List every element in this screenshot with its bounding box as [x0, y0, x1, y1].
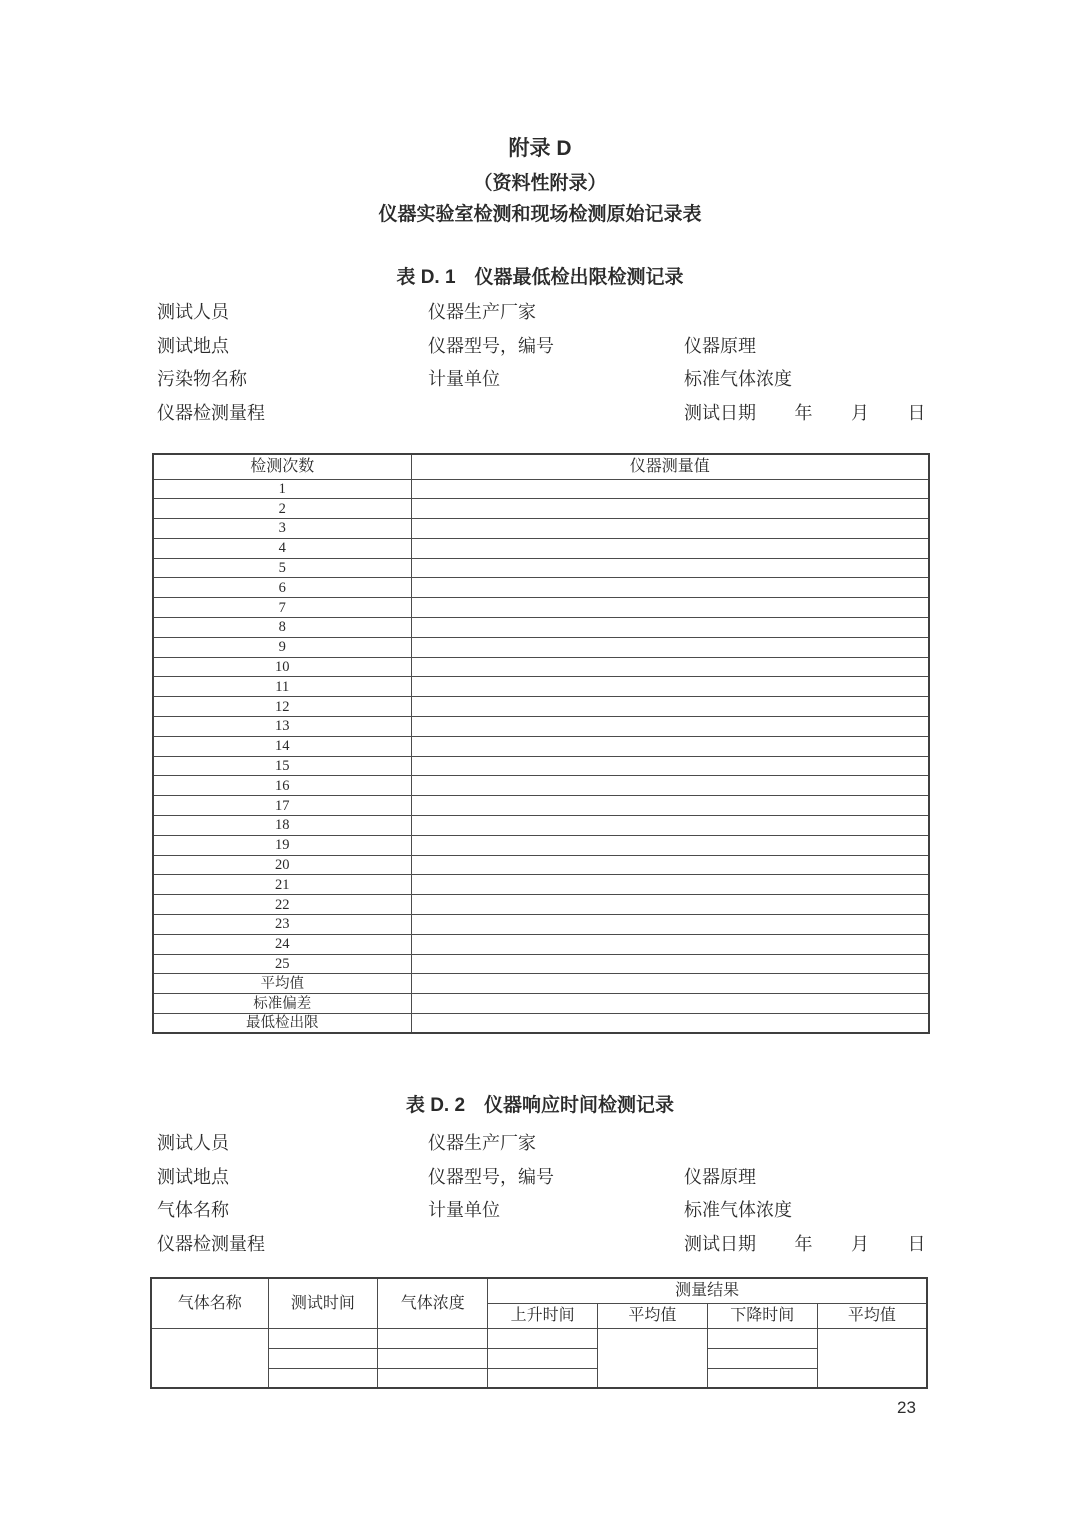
d1-row-label: 最低检出限 — [153, 1014, 411, 1034]
d1-table-row — [153, 499, 929, 519]
d1-row-label: 4 — [153, 538, 411, 558]
d1-row-value-cell — [411, 954, 929, 974]
d1-row-label: 18 — [153, 816, 411, 836]
d1-row-label: 12 — [153, 697, 411, 717]
d2-header-row-1 — [151, 1278, 927, 1303]
d1-row-value-cell — [411, 934, 929, 954]
appendix-title: 附录 D — [508, 137, 572, 160]
d1-row-label: 19 — [153, 835, 411, 855]
d1-row-label: 13 — [153, 717, 411, 737]
d1-table-row — [153, 538, 929, 558]
d2-col-header-gas-conc: 气体浓度 — [378, 1278, 488, 1328]
d1-table-row — [153, 816, 929, 836]
field-label-test-date: 测试日期 — [684, 402, 756, 423]
d1-header-row — [153, 454, 929, 479]
date-year-label: 年 — [794, 402, 813, 423]
d1-row-label: 9 — [153, 637, 411, 657]
d2-col-header-gas-name: 气体名称 — [151, 1278, 268, 1328]
d1-row-value-cell — [411, 974, 929, 994]
d1-table-row — [153, 974, 929, 994]
table-d2-caption: 表 D. 2 仪器响应时间检测记录 — [405, 1095, 675, 1116]
date-month-label: 月 — [851, 1233, 869, 1254]
d1-form-row-4 — [157, 401, 937, 435]
d1-table-row — [153, 895, 929, 915]
d1-table-row — [153, 657, 929, 677]
d1-table-row — [153, 1014, 929, 1034]
d1-row-label: 7 — [153, 598, 411, 618]
field-label-tester: 测试人员 — [157, 302, 229, 322]
d2-col-header-fall-time: 下降时间 — [707, 1303, 817, 1328]
d2-test-date — [684, 1232, 926, 1256]
d1-col-header-count: 检测次数 — [153, 454, 411, 479]
d1-row-value-cell — [411, 776, 929, 796]
d1-row-value-cell — [411, 578, 929, 598]
d1-table-row — [153, 618, 929, 638]
d1-row-value-cell — [411, 875, 929, 895]
d1-test-date — [684, 401, 926, 425]
d1-row-label: 17 — [153, 796, 411, 816]
d1-row-label: 3 — [153, 519, 411, 539]
d2-table-head — [151, 1278, 927, 1328]
field-label-range: 仪器检测量程 — [157, 402, 265, 423]
d1-table-row — [153, 954, 929, 974]
d2-body-row-1 — [151, 1328, 927, 1348]
date-day-label: 日 — [907, 402, 926, 423]
d1-row-value-cell — [411, 816, 929, 836]
field-label-test-date: 测试日期 — [684, 1233, 756, 1254]
d1-row-value-cell — [411, 915, 929, 935]
field-label-manufacturer: 仪器生产厂家 — [428, 302, 536, 322]
d1-table-row — [153, 915, 929, 935]
d1-table-row — [153, 479, 929, 499]
d1-row-value-cell — [411, 657, 929, 677]
d2-fall-time-cell — [707, 1368, 817, 1388]
field-label-pollutant: 污染物名称 — [157, 369, 247, 389]
field-label-std-gas: 标准气体浓度 — [684, 1200, 792, 1220]
d1-row-value-cell — [411, 558, 929, 578]
d2-col-header-test-time: 测试时间 — [268, 1278, 378, 1328]
d2-fall-time-cell — [707, 1328, 817, 1348]
d1-row-value-cell — [411, 855, 929, 875]
d1-row-label: 22 — [153, 895, 411, 915]
field-label-model: 仪器型号，编号 — [428, 335, 554, 356]
d1-row-value-cell — [411, 994, 929, 1014]
d2-col-header-result-group: 测量结果 — [488, 1278, 927, 1303]
date-day-label: 日 — [907, 1233, 926, 1254]
d1-table-row — [153, 677, 929, 697]
d2-col-header-avg-1: 平均值 — [597, 1303, 707, 1328]
d1-row-label: 6 — [153, 578, 411, 598]
d1-row-label: 2 — [153, 499, 411, 519]
d2-col-header-avg-2: 平均值 — [817, 1303, 927, 1328]
field-label-range: 仪器检测量程 — [157, 1233, 265, 1254]
d1-table-row — [153, 835, 929, 855]
date-month-label: 月 — [851, 402, 869, 423]
d1-table-row — [153, 934, 929, 954]
d2-gas-conc-cell — [378, 1348, 488, 1368]
d1-row-label: 11 — [153, 677, 411, 697]
field-label-std-gas: 标准气体浓度 — [684, 369, 792, 389]
d1-row-label: 平均值 — [153, 974, 411, 994]
d2-form-row-2 — [157, 1165, 937, 1199]
d2-col-header-rise-time: 上升时间 — [488, 1303, 598, 1328]
field-label-manufacturer: 仪器生产厂家 — [428, 1133, 536, 1153]
field-label-unit: 计量单位 — [428, 369, 500, 389]
d1-table-row — [153, 717, 929, 737]
d1-row-value-cell — [411, 538, 929, 558]
d1-row-value-cell — [411, 618, 929, 638]
d2-gas-name-cell — [151, 1328, 268, 1388]
field-label-gas-name: 气体名称 — [157, 1200, 229, 1220]
d1-row-label: 1 — [153, 479, 411, 499]
d1-row-value-cell — [411, 598, 929, 618]
field-label-principle: 仪器原理 — [684, 1166, 756, 1187]
d2-rise-time-cell — [488, 1348, 598, 1368]
d1-table-row — [153, 519, 929, 539]
appendix-subtitle: （资料性附录） — [473, 173, 607, 194]
d1-table-row — [153, 756, 929, 776]
d1-row-label: 标准偏差 — [153, 994, 411, 1014]
table-d1-caption: 表 D. 1 仪器最低检出限检测记录 — [396, 267, 684, 288]
field-label-location: 测试地点 — [157, 1166, 229, 1187]
d2-form-row-3 — [157, 1198, 937, 1232]
d1-row-label: 16 — [153, 776, 411, 796]
d1-col-header-value: 仪器测量值 — [411, 454, 929, 479]
d1-row-value-cell — [411, 1014, 929, 1034]
field-label-unit: 计量单位 — [428, 1200, 500, 1220]
d1-table-body — [153, 479, 929, 1033]
d1-table-row — [153, 796, 929, 816]
d1-row-label: 10 — [153, 657, 411, 677]
d1-form-row-1 — [157, 300, 937, 334]
page-number: 23 — [897, 1398, 916, 1417]
d1-row-label: 23 — [153, 915, 411, 935]
field-label-location: 测试地点 — [157, 335, 229, 356]
d1-table — [152, 453, 930, 1034]
d2-avg-fall-cell — [817, 1328, 927, 1388]
d1-table-row — [153, 736, 929, 756]
d1-row-label: 20 — [153, 855, 411, 875]
d2-body-row-2 — [151, 1348, 927, 1368]
d1-table-row — [153, 558, 929, 578]
d2-table-body — [151, 1328, 927, 1388]
d1-row-value-cell — [411, 677, 929, 697]
d2-rise-time-cell — [488, 1328, 598, 1348]
d2-avg-rise-cell — [597, 1328, 707, 1388]
d1-row-value-cell — [411, 697, 929, 717]
d1-row-value-cell — [411, 796, 929, 816]
d1-table-row — [153, 855, 929, 875]
d2-rise-time-cell — [488, 1368, 598, 1388]
field-label-principle: 仪器原理 — [684, 335, 756, 356]
d2-form-row-1 — [157, 1131, 937, 1165]
d1-table-row — [153, 994, 929, 1014]
d1-form — [157, 300, 937, 434]
d1-row-label: 24 — [153, 934, 411, 954]
d1-row-value-cell — [411, 717, 929, 737]
d1-row-value-cell — [411, 479, 929, 499]
d2-form — [157, 1131, 937, 1265]
field-label-model: 仪器型号，编号 — [428, 1166, 554, 1187]
d1-row-value-cell — [411, 736, 929, 756]
field-label-tester: 测试人员 — [157, 1133, 229, 1153]
d1-table-row — [153, 637, 929, 657]
d1-row-label: 21 — [153, 875, 411, 895]
d1-table-row — [153, 875, 929, 895]
d1-row-label: 25 — [153, 954, 411, 974]
d2-body-row-3 — [151, 1368, 927, 1388]
d2-form-row-4 — [157, 1232, 937, 1266]
d1-row-label: 5 — [153, 558, 411, 578]
d1-row-label: 14 — [153, 736, 411, 756]
d2-gas-conc-cell — [378, 1328, 488, 1348]
d1-table-row — [153, 776, 929, 796]
appendix-heading: 仪器实验室检测和现场检测原始记录表 — [378, 204, 702, 225]
d1-form-row-2 — [157, 334, 937, 368]
d2-test-time-cell — [268, 1328, 378, 1348]
d1-row-value-cell — [411, 895, 929, 915]
d1-row-value-cell — [411, 835, 929, 855]
d1-table-head — [153, 454, 929, 479]
d1-row-label: 15 — [153, 756, 411, 776]
d1-row-label: 8 — [153, 618, 411, 638]
d1-row-value-cell — [411, 756, 929, 776]
d2-table — [150, 1277, 928, 1389]
d1-form-row-3 — [157, 367, 937, 401]
d1-row-value-cell — [411, 499, 929, 519]
d2-test-time-cell — [268, 1348, 378, 1368]
d1-table-row — [153, 578, 929, 598]
d1-table-row — [153, 598, 929, 618]
d2-fall-time-cell — [707, 1348, 817, 1368]
d2-test-time-cell — [268, 1368, 378, 1388]
date-year-label: 年 — [794, 1233, 813, 1254]
d1-row-value-cell — [411, 637, 929, 657]
d1-row-value-cell — [411, 519, 929, 539]
d1-table-row — [153, 697, 929, 717]
d2-gas-conc-cell — [378, 1368, 488, 1388]
